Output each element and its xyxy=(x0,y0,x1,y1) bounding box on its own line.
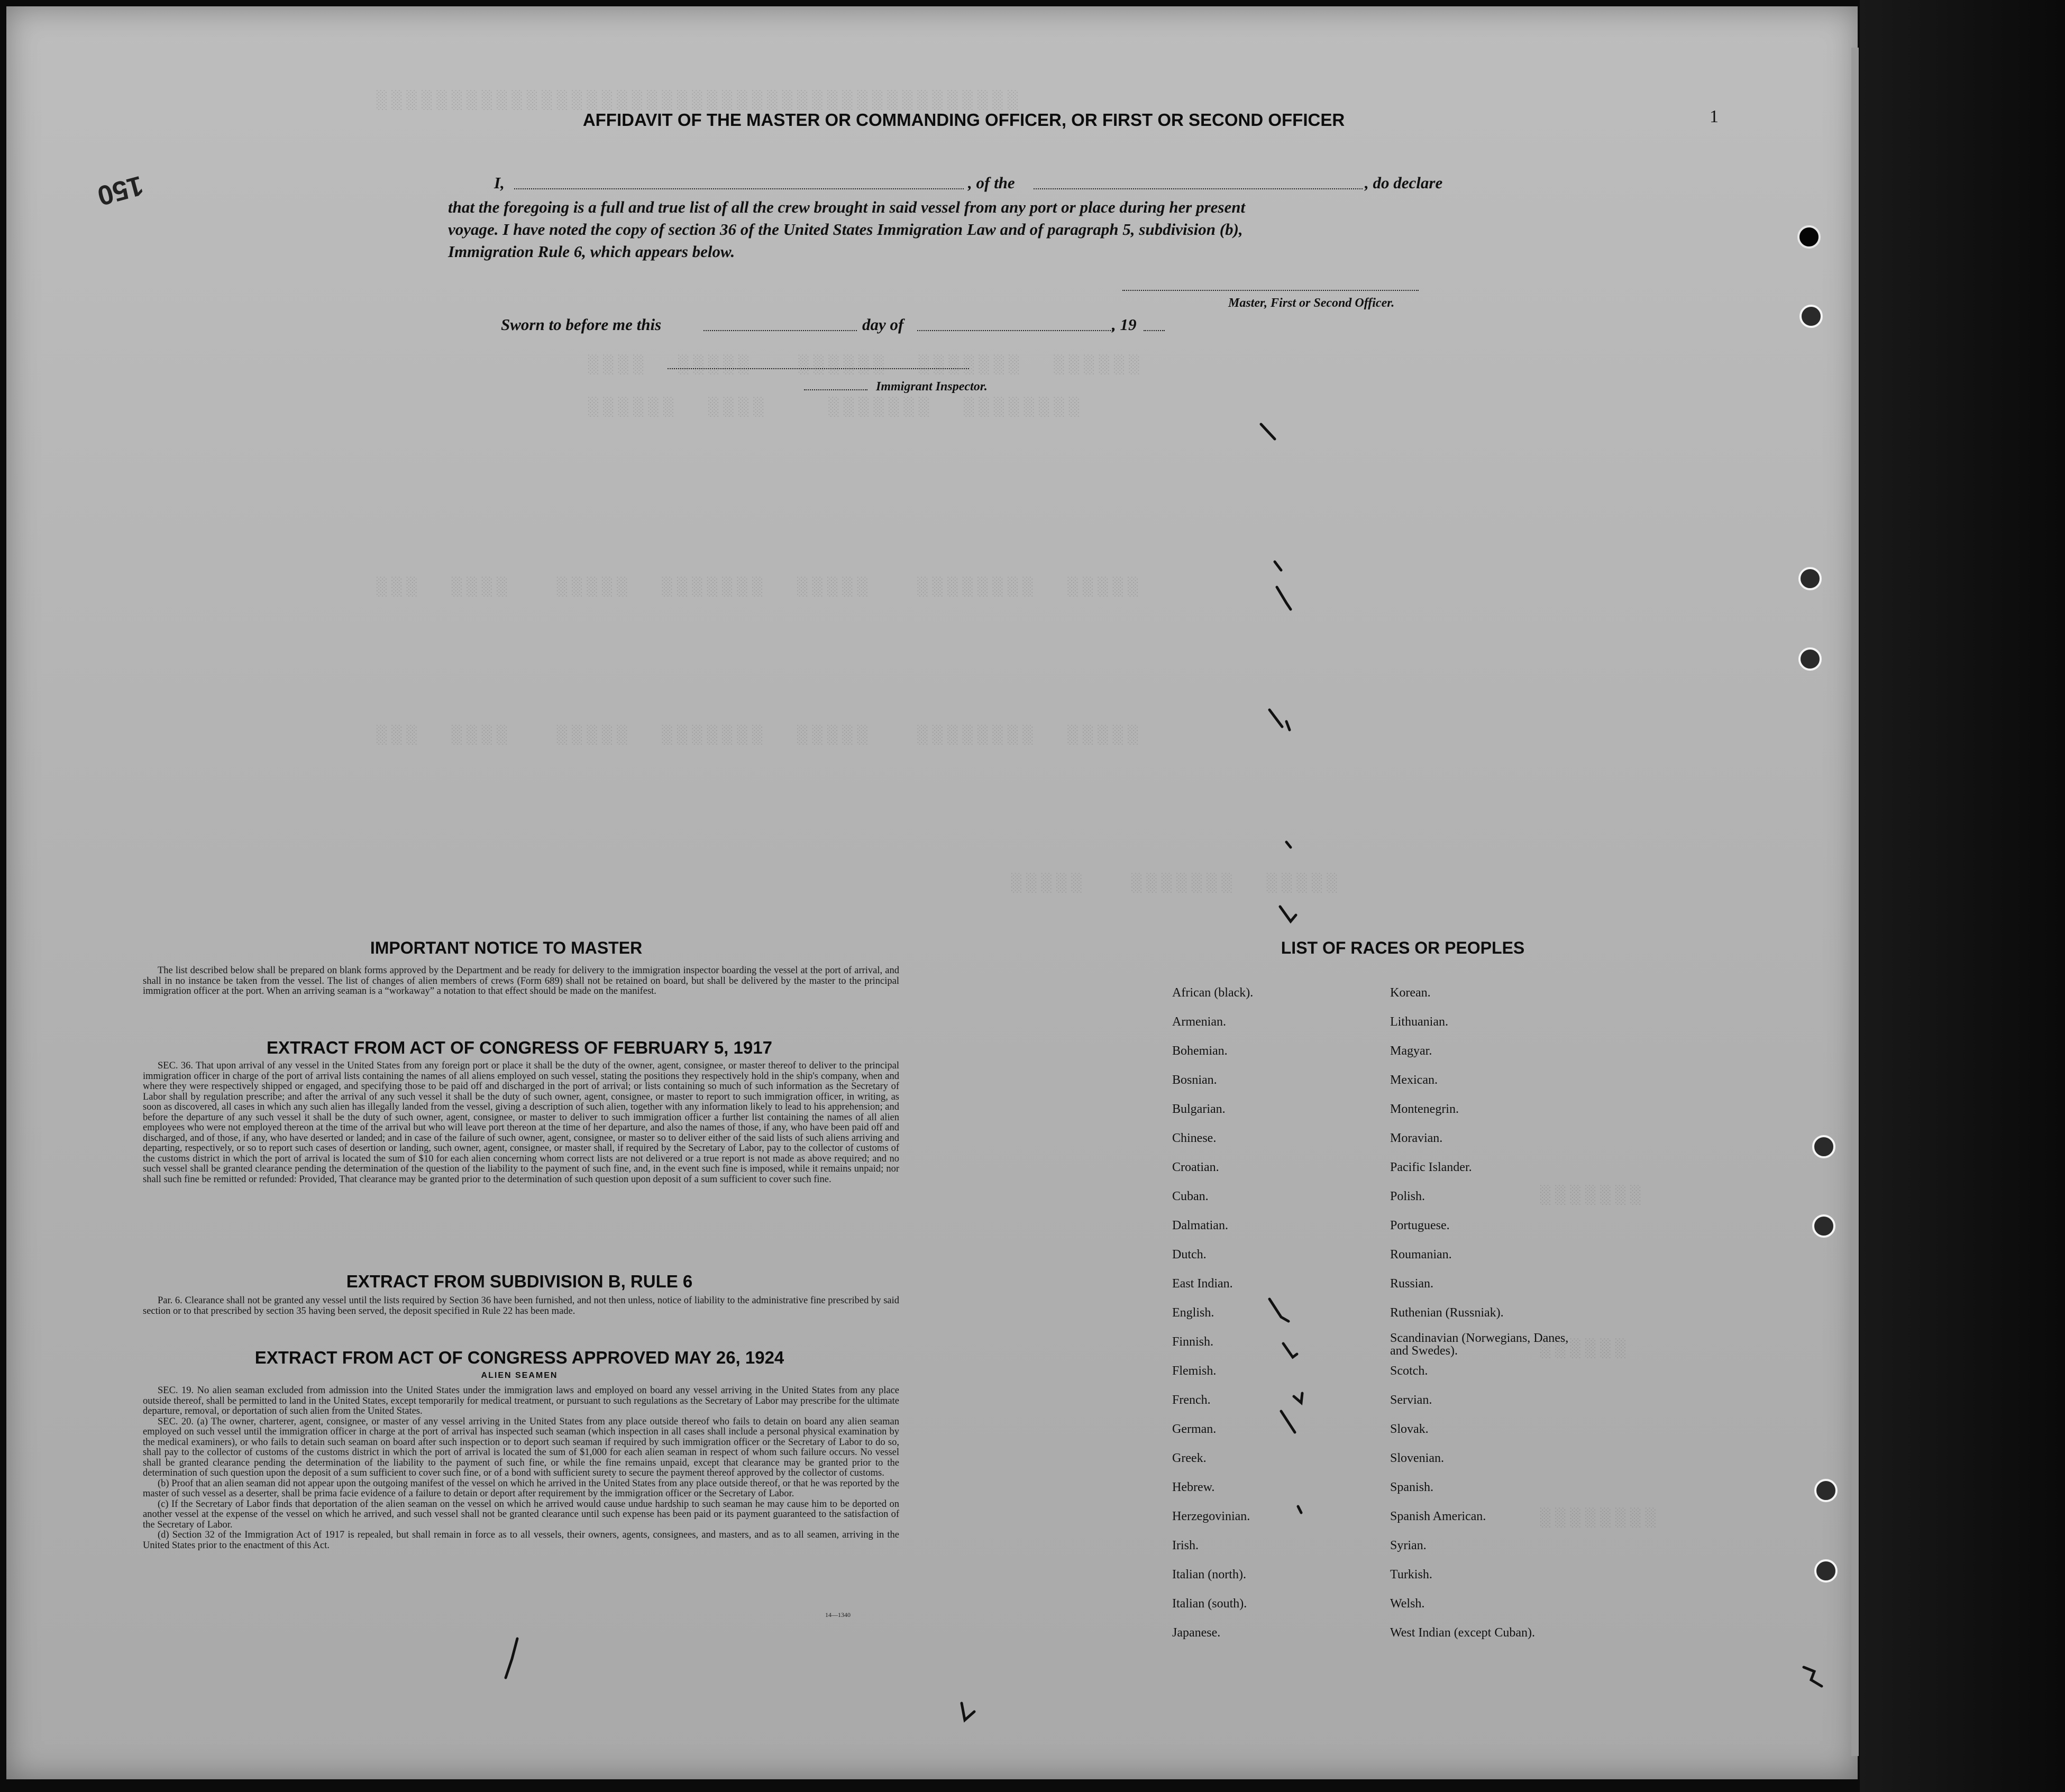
master-signature-caption: Master, First or Second Officer. xyxy=(1228,296,1395,310)
notice-paragraph: The list described below shall be prepared on blank forms approved by the Department and be ready for delivery to the immigration inspector boarding the vessel at the port of arrival, and shall in no instance be taken from the vessel. The list of changes of alien members of crews (Form 689) shall not be retained on board, but shall be delivered by the master to the principal immigration officer at the port. When an arriving seaman is a “workaway” a notation to that effect should be made on the manifest. xyxy=(143,965,899,996)
year-prefix: , 19 xyxy=(1112,315,1137,334)
section-20a-text: SEC. 20. (a) The owner, charterer, agent, consignee, or master of any vessel arriving in the United States from any place outside thereof who fails to detain on board any alien seaman employed on such vessel until the immigration officer in charge at the port of arrival has inspected such seaman (which inspection in all cases shall include a personal physical examination by the medical examiners), or who fails to detain such seaman on board after such inspection or to deport such seaman if required by such immigration officer or the Secretary of Labor to do so, shall pay to the collector of customs of the customs district in which the port of arrival is located the sum of $1,000 for each alien seaman in respect of whom such failure occurs. No vessel shall be granted clearance pending the determination of the liability to the payment of such fine, or while the fine remains unpaid, except that clearance may be granted prior to the determination of such question upon the deposit of a sum sufficient to cover such fine, or of a bond with sufficient surety to secure the payment thereof approved by the collector of customs. xyxy=(143,1416,899,1478)
affidavit-title: AFFIDAVIT OF THE MASTER OR COMMANDING OFFICER, OR FIRST OR SECOND OFFICER xyxy=(582,110,1345,130)
race-entry: Dalmatian. xyxy=(1172,1219,1228,1232)
race-entry: Greek. xyxy=(1172,1451,1207,1465)
races-title: LIST OF RACES OR PEOPLES xyxy=(1281,938,1525,957)
race-entry: Armenian. xyxy=(1172,1015,1226,1029)
race-entry: Herzegovinian. xyxy=(1172,1510,1250,1523)
page-edge-strip xyxy=(1851,48,1859,1756)
race-entry: Bosnian. xyxy=(1172,1073,1217,1087)
section-20c-text: (c) If the Secretary of Labor finds that deportation of the alien seaman on the vessel on which he arrived would cause undue hardship to such seaman he may cause him to be deported on another vessel at the expense of the vessel on which he arrived, and such vessel shall not be granted clearance until such expense has been paid or its payment guaranteed to the satisfaction of the Secretary of Labor. xyxy=(143,1498,899,1530)
race-entry: Irish. xyxy=(1172,1539,1199,1552)
race-entry: Bulgarian. xyxy=(1172,1102,1226,1116)
race-entry: French. xyxy=(1172,1393,1211,1407)
race-entry: Chinese. xyxy=(1172,1131,1217,1145)
inspector-caption: Immigrant Inspector. xyxy=(876,380,988,394)
race-entry: Pacific Islander. xyxy=(1390,1160,1472,1174)
checkmark-strokes xyxy=(6,6,1858,1779)
section-20b-text: (b) Proof that an alien seaman did not appear upon the outgoing manifest of the vessel on which he arrived in the United States from any place outside thereof, or that he was reported by the master of such vessel as a deserter, shall be prima facie evidence of a failure to detain or deport after requirement by the immigration officer or the Secretary of Labor. xyxy=(143,1478,899,1499)
rule-6-text: Par. 6. Clearance shall not be granted any vessel until the lists required by Section 36 have been furnished, and not then unless, notice of liability to the administrative fine prescribed by said section or to that prescribed by section 35 having been served, the deposit specified in Rule 22 has been made. xyxy=(143,1295,899,1316)
race-entry: Slovak. xyxy=(1390,1422,1429,1436)
scan-background xyxy=(1860,0,2065,1792)
notice-title: IMPORTANT NOTICE TO MASTER xyxy=(370,938,643,957)
race-entry: Flemish. xyxy=(1172,1364,1217,1378)
race-entry: Italian (south). xyxy=(1172,1597,1247,1611)
race-entry: Bohemian. xyxy=(1172,1044,1228,1058)
race-entry: Cuban. xyxy=(1172,1190,1209,1203)
race-entry: Slovenian. xyxy=(1390,1451,1444,1465)
stamp-number: 150 xyxy=(94,169,147,212)
affidavit-line-4: Immigration Rule 6, which appears below. xyxy=(448,242,735,261)
document-page: ░░░░░░░░░░░░░░░░░░░░░░░░░░░░░░░░░░░░░░░░░░░ ░░░░ ░░░░░ ░░░░░░ ░░░░░░░ ░░░░░░ ░░░░░░ ░░░░ ░░░░░░░ ░░░░░░░░ ░░░ ░░░░ ░░░░░ ░░░░░░░ ░░░░░ ░░░░░░░░ ░░░░░ ░░░ ░░░░ ░░░░░ ░░░░░░░ ░░░░░ ░░░░░░░░ ░░░░░ ░░░░░ ░░░░░░░ ░░░░░ ░░░░░░░ ░░░░░░ ░░░░░░░░ 150 1 AFFIDAVIT OF THE MASTER OR COMMANDING OFFICER, OR FIRST OR SECOND OFFICER I, , of the , do declare that the foregoing is a full and true list of all the crew brought in said vessel from any port or place during her present voyage. I have noted the copy of section 36 of the United States Immigration Law and of paragraph 5, subdivision (b), Immigration Rule 6, which appears below. Master, First or Second Officer. Sworn to before me this day of , 19 Immigrant Inspector. IMPORTANT NOTICE TO MASTER The list described below shall be prepared on blank forms approved by the Department and be ready for delivery to the immigration inspector boarding the vessel at the port of arrival, and shall in no instance be taken from the vessel. The list of changes of alien members of crews (Form 689) shall not be retained on board, but shall be delivered by the master to the principal immigration officer at the port. When an arriving seaman is a “workaway” a notation to that effect should be made on the manifest. EXTRACT FROM ACT OF CONGRESS OF FEBRUARY 5, 1917 SEC. 36. That upon arrival of any vessel in the United States from any foreign port or place it shall be the duty of the owner, agent, consignee, or master thereof to deliver to the principal immigration officer in charge of the port of arrival lists containing the names of all aliens employed on such vessel, stating the positions they respectively hold in the ship's company, when and where they were respectively shipped or engaged, and specifying those to be paid off and discharged in the port of arrival; or lists containing so much of such information as the Secretary of Labor shall by regulation prescribe; and after the arrival of any such vessel it shall be the duty of such owner, agent, consignee, or master to report to such immigration officer, in writing, as soon as discovered, all cases in which any such alien has illegally landed from the vessel, giving a description of such alien, together with any information likely to lead to his apprehension; and before the departure of any such vessel it shall be the duty of such owner, agent, consignee, or master to deliver to such immigration officer a further list containing the names of all alien employees who were not employed thereon at the time of the arrival but who will leave port thereon at the time of her departure, and also the names of those, if any, who have been paid off and discharged, and of those, if any, who have deserted or landed; and in case of the failure of such owner, agent, consignee, or master so to deliver either of the said lists of such aliens arriving and departing, respectively, or so to report such cases of desertion or landing, such owner, agent, consignee, or master shall, if required by the Secretary of Labor, pay to the collector of customs of the customs district in which the port of arrival is located the sum of $10 for each alien concerning whom correct lists are not delivered or a true report is not made as above required; and no such vessel shall be granted clearance pending the determination of the question of the liability to the payment of such fine, and, in the event such fine is imposed, while it remains unpaid; nor shall such fine be remitted or refunded: Provided, That clearance may be granted prior to the determination of such question upon deposit of a sum sufficient to cover such fine. EXTRACT FROM SUBDIVISION B, RULE 6 Par. 6. Clearance shall not be granted any vessel until the lists required by Section 36 have been furnished, and not then unless, notice of liability to the administrative fine prescribed by said section or to that prescribed by section 35 having been served, the deposit specified in Rule 22 has been made. EXTRACT FROM ACT OF CONGRESS APPROVED MAY 26, 1924 ALIEN SEAMEN SEC. 19. No alien seaman excluded from admission into the United States under the immigration laws and employed on board any vessel arriving in the United States from any place outside thereof, shall be permitted to land in the United States, except temporarily for medical treatment, or pursuant to such regulations as the Secretary of Labor may prescribe for the ultimate departure, removal, or deportation of such alien from the United States. SEC. 20. (a) The owner, charterer, agent, consignee, or master of any vessel arriving in the United States from any place outside thereof who fails to detain on board any alien seaman employed on such vessel until the immigration officer in charge at the port of arrival has inspected such seaman (which inspection in all cases shall include a personal physical examination by the medical examiners), or who fails to detain such seaman on board after such inspection or to deport such seaman if required by such immigration officer or the Secretary of Labor to do so, shall pay to the collector of customs of the customs district in which the port of arrival is located the sum of $1,000 for each alien seaman in respect of whom such failure occurs. No vessel shall be granted clearance pending the determination of the liability to the payment of such fine, or while the fine remains unpaid, except that clearance may be granted prior to the determination of such question upon the deposit of a sum sufficient to cover such fine, or of a bond with sufficient surety to secure the payment thereof approved by the collector of customs. (b) Proof that an alien seaman did not appear upon the outgoing manifest of the vessel on which he arrived in the United States from any place outside thereof, or that he was reported by the master of such vessel as a deserter, shall be prima facie evidence of a failure to detain or deport after requirement by the immigration officer or the Secretary of Labor. (c) If the Secretary of Labor finds that deportation of the alien seaman on the vessel on which he arrived would cause undue hardship to such seaman he may cause him to be deported on another vessel at the expense of the vessel on which he arrived, and such vessel shall not be granted clearance until such expense has been paid or its payment guaranteed to the satisfaction of the Secretary of Labor. (d) Section 32 of the Immigration Act of 1917 is repealed, but shall remain in force as to all vessels, their owners, agents, consignees, and masters, and as to all seamen, arriving in the United States prior to the enactment of this Act. 14—1340 LIST OF RACES OR PEOPLES African (black). Armenian. Bohemian. Bosnian. Bulgarian. Chinese. Croatian. Cuban. Dalmatian. Dutch. East Indian. English. Finnish. Flemish. French. German. Greek. Hebrew. Herzegovinian. Irish. Italian (north). Italian (south). Japanese. Korean. Lithuanian. Magyar. Mexican. Montenegrin. Moravian. Pacific Islander. Polish. Portuguese. Roumanian. Russian. Ruthenian (Russniak). Scandinavian (Norwegians, Danes, and Swedes). Scotch. Servian. Slovak. Slovenian. Spanish. Spanish American. Syrian. Turkish. Welsh. West Indian (except Cuban). xyxy=(6,6,1858,1779)
page-number-mark: 1 xyxy=(1710,107,1719,126)
punch-hole-1 xyxy=(1797,225,1821,249)
race-entry: Servian. xyxy=(1390,1393,1432,1407)
affidavit-line-3: voyage. I have noted the copy of section 36 of the United States Immigration Law and of paragraph 5, subdivision (b), xyxy=(448,220,1243,239)
race-entry: English. xyxy=(1172,1306,1214,1320)
race-entry: Syrian. xyxy=(1390,1539,1427,1552)
race-entry: Turkish. xyxy=(1390,1568,1432,1581)
extract-1917-title: EXTRACT FROM ACT OF CONGRESS OF FEBRUARY 5, 1917 xyxy=(267,1038,772,1057)
section-36-text: SEC. 36. That upon arrival of any vessel in the United States from any foreign port or place it shall be the duty of the owner, agent, consignee, or master thereof to deliver to the principal immigration officer in charge of the port of arrival lists containing the names of all aliens employed on such vessel, stating the positions they respectively hold in the ship's company, when and where they were respectively shipped or engaged, and specifying those to be paid off and discharged in the port of arrival; or lists containing so much of such information as the Secretary of Labor shall by regulation prescribe; and after the arrival of any such vessel it shall be the duty of such owner, agent, consignee, or master to report to such immigration officer, in writing, as soon as discovered, all cases in which any such alien has illegally landed from the vessel, giving a description of such alien, together with any information likely to lead to his apprehension; and before the departure of any such vessel it shall be the duty of such owner, agent, consignee, or master to deliver to such immigration officer a further list containing the names of all alien employees who were not employed thereon at the time of the arrival but who will leave port thereon at the time of her departure, and also the names of those, if any, who have been paid off and discharged, and of those, if any, who have deserted or landed; and in case of the failure of such owner, agent, consignee, or master so to deliver either of the said lists of such aliens arriving and departing, respectively, or so to report such cases of desertion or landing, such owner, agent, consignee, or master shall, if required by the Secretary of Labor, pay to the collector of customs of the customs district in which the port of arrival is located the sum of $10 for each alien concerning whom correct lists are not delivered or a true report is not made as above required; and no such vessel shall be granted clearance pending the determination of the question of the liability to the payment of such fine, and, in the event such fine is imposed, while it remains unpaid; nor shall such fine be remitted or refunded: Provided, That clearance may be granted prior to the determination of such question upon deposit of a sum sufficient to cover such fine. xyxy=(143,1060,899,1185)
punch-hole-6 xyxy=(1812,1214,1835,1238)
race-entry: Lithuanian. xyxy=(1390,1015,1448,1029)
race-entry: Montenegrin. xyxy=(1390,1102,1459,1116)
section-20d-text: (d) Section 32 of the Immigration Act of 1917 is repealed, but shall remain in force as to all vessels, their owners, agents, consignees, and masters, and as to all seamen, arriving in the United States prior to the enactment of this Act. xyxy=(143,1530,899,1551)
race-entry: Welsh. xyxy=(1390,1597,1425,1611)
alien-seamen-subtitle: ALIEN SEAMEN xyxy=(481,1371,558,1380)
race-entry: Scotch. xyxy=(1390,1364,1428,1378)
punch-hole-5 xyxy=(1812,1135,1835,1158)
race-entry: Roumanian. xyxy=(1390,1248,1452,1261)
race-entry: Italian (north). xyxy=(1172,1568,1246,1581)
punch-hole-2 xyxy=(1799,305,1823,328)
race-entry: Croatian. xyxy=(1172,1160,1219,1174)
affidavit-do-declare: , do declare xyxy=(1365,173,1443,192)
affidavit-line-2: that the foregoing is a full and true list of all the crew brought in said vessel from any port or place during her present xyxy=(448,198,1246,216)
day-of-text: day of xyxy=(862,315,904,334)
race-entry: Moravian. xyxy=(1390,1131,1443,1145)
punch-hole-3 xyxy=(1798,567,1822,590)
punch-hole-8 xyxy=(1814,1559,1838,1583)
punch-hole-7 xyxy=(1814,1479,1838,1502)
rule-6-title: EXTRACT FROM SUBDIVISION B, RULE 6 xyxy=(346,1272,693,1291)
race-entry: West Indian (except Cuban). xyxy=(1390,1626,1535,1640)
race-entry: Portuguese. xyxy=(1390,1219,1450,1232)
race-entry: Hebrew. xyxy=(1172,1480,1215,1494)
sworn-text: Sworn to before me this xyxy=(501,315,662,334)
race-entry: Japanese. xyxy=(1172,1626,1221,1640)
race-entry: East Indian. xyxy=(1172,1277,1233,1291)
section-19-text: SEC. 19. No alien seaman excluded from admission into the United States under the immigration laws and employed on board any vessel arriving in the United States from any place outside thereof, shall be permitted to land in the United States, except temporarily for medical treatment, or pursuant to such regulations as the Secretary of Labor may prescribe for the ultimate departure, removal, or deportation of such alien from the United States. xyxy=(143,1385,899,1416)
race-entry: Korean. xyxy=(1390,986,1431,1000)
race-entry: Magyar. xyxy=(1390,1044,1432,1058)
race-entry: Spanish. xyxy=(1390,1480,1434,1494)
race-entry: German. xyxy=(1172,1422,1217,1436)
race-entry: Ruthenian (Russniak). xyxy=(1390,1306,1504,1320)
race-entry: Spanish American. xyxy=(1390,1510,1486,1523)
race-entry: African (black). xyxy=(1172,986,1254,1000)
race-entry: Polish. xyxy=(1390,1190,1426,1203)
form-number: 14—1340 xyxy=(825,1611,851,1619)
race-entry: Dutch. xyxy=(1172,1248,1207,1261)
extract-1924-title: EXTRACT FROM ACT OF CONGRESS APPROVED MAY 26, 1924 xyxy=(254,1348,784,1367)
race-entry: Mexican. xyxy=(1390,1073,1438,1087)
race-entry: Russian. xyxy=(1390,1277,1434,1291)
race-entry: Finnish. xyxy=(1172,1335,1214,1349)
race-entry: Scandinavian (Norwegians, Danes, and Swedes). xyxy=(1390,1331,1569,1358)
affidavit-i: I, xyxy=(494,173,505,192)
affidavit-of-the: , of the xyxy=(968,173,1015,192)
punch-hole-4 xyxy=(1798,647,1822,671)
